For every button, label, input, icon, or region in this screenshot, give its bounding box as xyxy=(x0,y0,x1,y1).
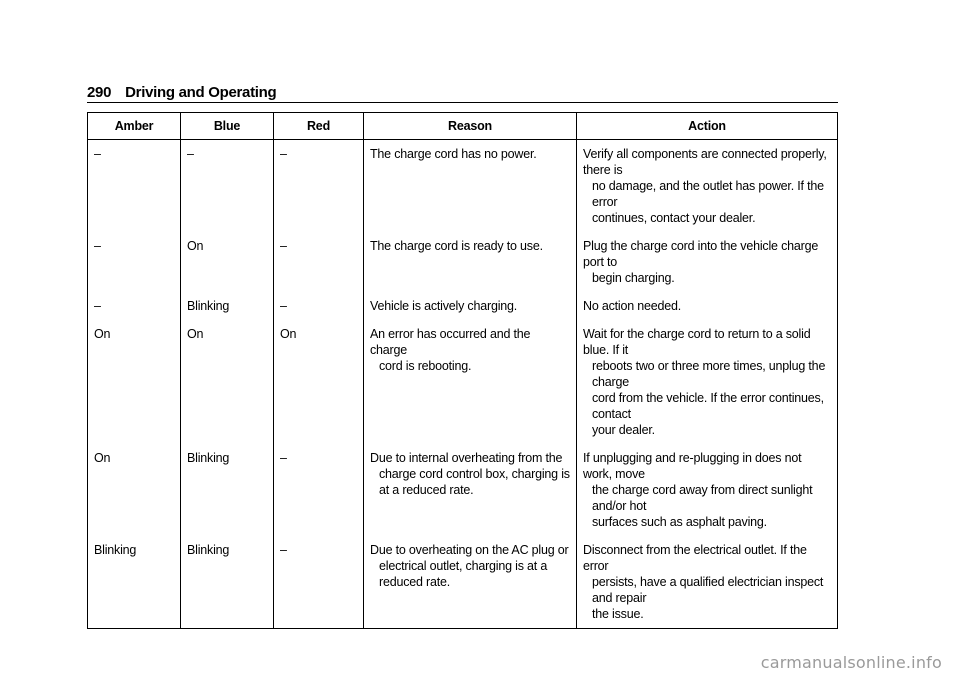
cell-red: – xyxy=(274,140,364,233)
action-line: reboots two or three more times, unplug the charge xyxy=(592,359,826,389)
action-line: Disconnect from the electrical outlet. If the error xyxy=(583,543,807,573)
cell-reason xyxy=(364,320,577,444)
action-line: the issue. xyxy=(592,607,644,621)
section-title: Driving and Operating xyxy=(125,84,277,101)
reason-text xyxy=(370,238,570,254)
cell-amber: – xyxy=(88,292,181,320)
table-header-row xyxy=(88,113,838,140)
cell-action xyxy=(577,140,838,233)
cell-blue: Blinking xyxy=(181,444,274,536)
action-line: No action needed. xyxy=(583,299,682,313)
column-header-blue: Blue xyxy=(181,113,274,140)
action-text xyxy=(583,146,831,226)
cell-red: – xyxy=(274,444,364,536)
reason-text xyxy=(370,542,570,590)
action-line: If unplugging and re-plugging in does not work, move xyxy=(583,451,802,481)
action-line: no damage, and the outlet has power. If the error xyxy=(592,179,824,209)
action-text xyxy=(583,298,831,314)
reason-line: The charge cord has no power. xyxy=(370,147,537,161)
table-row xyxy=(88,536,838,629)
charge-status-table xyxy=(87,112,838,629)
table-row xyxy=(88,292,838,320)
reason-line: charge cord control box, charging is xyxy=(379,467,570,481)
column-header-red: Red xyxy=(274,113,364,140)
cell-blue: – xyxy=(181,140,274,233)
reason-line: An error has occurred and the charge xyxy=(370,327,531,357)
table-row xyxy=(88,140,838,233)
cell-reason xyxy=(364,536,577,629)
cell-amber: Blinking xyxy=(88,536,181,629)
reason-line: Due to internal overheating from the xyxy=(370,451,563,465)
cell-action xyxy=(577,536,838,629)
action-line: surfaces such as asphalt paving. xyxy=(592,515,767,529)
reason-text xyxy=(370,450,570,498)
cell-blue: Blinking xyxy=(181,292,274,320)
action-line: the charge cord away from direct sunlight and/or hot xyxy=(592,483,813,513)
reason-line: at a reduced rate. xyxy=(379,483,474,497)
cell-reason xyxy=(364,292,577,320)
reason-line: Vehicle is actively charging. xyxy=(370,299,518,313)
reason-line: electrical outlet, charging is at a xyxy=(379,559,548,573)
action-text xyxy=(583,326,831,438)
page-header xyxy=(87,80,838,103)
action-line: Verify all components are connected properly, there is xyxy=(583,147,827,177)
cell-amber: – xyxy=(88,232,181,292)
reason-text xyxy=(370,326,570,374)
cell-amber: – xyxy=(88,140,181,233)
cell-blue: Blinking xyxy=(181,536,274,629)
page-number: 290 xyxy=(87,84,112,101)
cell-red: – xyxy=(274,292,364,320)
action-line: begin charging. xyxy=(592,271,675,285)
reason-line: reduced rate. xyxy=(379,575,451,589)
cell-amber: On xyxy=(88,320,181,444)
action-line: Plug the charge cord into the vehicle charge port to xyxy=(583,239,819,269)
reason-line: The charge cord is ready to use. xyxy=(370,239,543,253)
table-row xyxy=(88,320,838,444)
table-row xyxy=(88,232,838,292)
reason-line: cord is rebooting. xyxy=(379,359,472,373)
column-header-amber: Amber xyxy=(88,113,181,140)
cell-reason xyxy=(364,232,577,292)
cell-blue: On xyxy=(181,320,274,444)
table-row xyxy=(88,444,838,536)
action-line: persists, have a qualified electrician inspect and repair xyxy=(592,575,824,605)
action-text xyxy=(583,238,831,286)
cell-red: On xyxy=(274,320,364,444)
action-line: Wait for the charge cord to return to a solid blue. If it xyxy=(583,327,811,357)
reason-text xyxy=(370,146,570,162)
cell-action xyxy=(577,444,838,536)
cell-blue: On xyxy=(181,232,274,292)
cell-action xyxy=(577,232,838,292)
cell-red: – xyxy=(274,536,364,629)
cell-reason xyxy=(364,140,577,233)
reason-line: Due to overheating on the AC plug or xyxy=(370,543,569,557)
cell-action xyxy=(577,320,838,444)
action-text xyxy=(583,450,831,530)
cell-action xyxy=(577,292,838,320)
column-header-action: Action xyxy=(577,113,838,140)
action-line: cord from the vehicle. If the error continues, contact xyxy=(592,391,824,421)
cell-amber: On xyxy=(88,444,181,536)
action-line: continues, contact your dealer. xyxy=(592,211,756,225)
table-body xyxy=(88,140,838,629)
action-text xyxy=(583,542,831,622)
cell-reason xyxy=(364,444,577,536)
cell-red: – xyxy=(274,232,364,292)
column-header-reason: Reason xyxy=(364,113,577,140)
reason-text xyxy=(370,298,570,314)
watermark-text: carmanualsonline.info xyxy=(760,653,942,672)
action-line: your dealer. xyxy=(592,423,655,437)
